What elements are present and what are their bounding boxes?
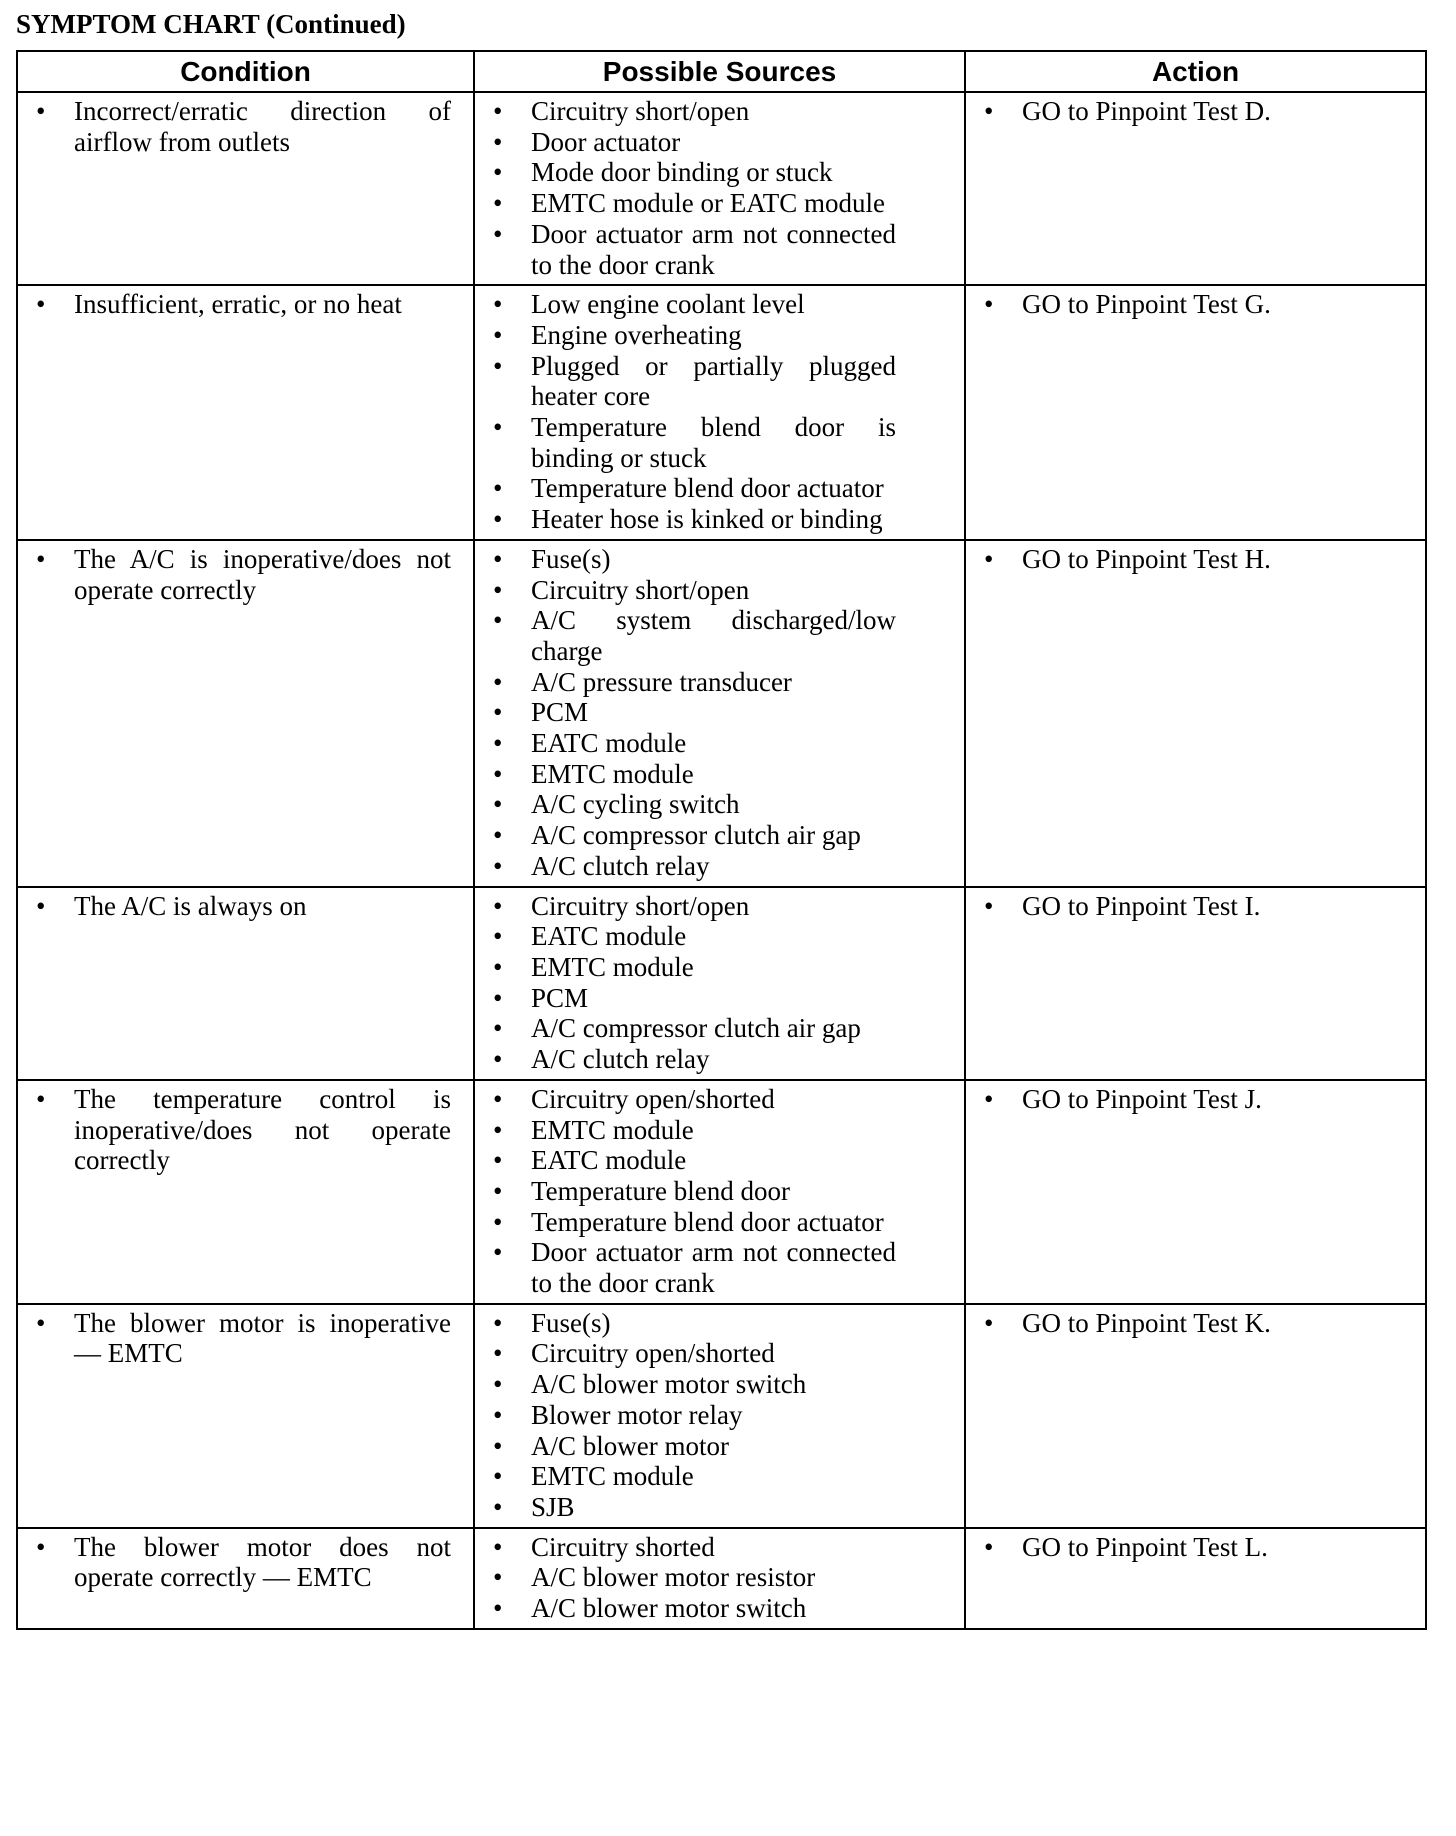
symptom-chart-table — [16, 50, 1427, 1630]
list-item — [483, 667, 956, 698]
list-item — [483, 789, 956, 820]
bullet-list — [974, 289, 1417, 320]
list-item — [483, 851, 956, 882]
list-item-text: The blower motor is inoperative — EMTC — [74, 1307, 451, 1369]
table-row — [17, 285, 1426, 540]
list-item-text: The temperature control is inoperative/does not operate correctly — [74, 1083, 451, 1176]
bullet-icon: • — [36, 890, 46, 921]
bullet-icon: • — [984, 1531, 994, 1562]
list-item — [483, 891, 956, 922]
list-item — [483, 697, 956, 728]
bullet-icon: • — [493, 605, 503, 636]
bullet-icon: • — [493, 188, 503, 219]
bullet-icon: • — [493, 850, 503, 881]
list-item-text: Temperature blend door — [531, 1175, 791, 1206]
bullet-list — [483, 289, 956, 535]
bullet-icon: • — [493, 350, 503, 381]
table-row — [17, 540, 1426, 887]
possible-sources-cell — [474, 92, 965, 285]
list-item — [974, 289, 1417, 320]
bullet-list — [26, 96, 465, 157]
bullet-icon: • — [36, 543, 46, 574]
list-item — [483, 1145, 956, 1176]
list-item — [483, 544, 956, 575]
table-row — [17, 92, 1426, 285]
table-row — [17, 1304, 1426, 1528]
list-item — [483, 96, 956, 127]
list-item — [483, 1532, 956, 1563]
list-item — [483, 1013, 956, 1044]
list-item — [974, 96, 1417, 127]
list-item-text: Temperature blend door actuator — [531, 1206, 884, 1237]
list-item-text: Plugged or partially plugged heater core — [531, 350, 896, 412]
bullet-icon: • — [493, 1461, 503, 1492]
list-item-text: Circuitry shorted — [531, 1531, 715, 1562]
list-item-text: A/C compressor clutch air gap — [531, 1013, 861, 1044]
list-item-text: GO to Pinpoint Test G. — [1022, 289, 1271, 320]
list-item-text: EATC module — [531, 921, 687, 952]
list-item — [483, 412, 956, 473]
bullet-icon: • — [493, 543, 503, 574]
bullet-icon: • — [493, 412, 503, 443]
list-item-text: Fuse(s) — [531, 1307, 611, 1338]
list-item-text: A/C pressure transducer — [531, 666, 792, 697]
action-cell — [965, 887, 1426, 1080]
bullet-icon: • — [493, 1593, 503, 1624]
list-item-text: Engine overheating — [531, 319, 742, 350]
list-item — [483, 1207, 956, 1238]
list-item — [483, 1492, 956, 1523]
list-item — [974, 1308, 1417, 1339]
possible-sources-cell — [474, 285, 965, 540]
bullet-icon: • — [493, 1206, 503, 1237]
condition-cell — [17, 1080, 474, 1304]
header-row — [17, 51, 1426, 92]
list-item — [974, 1084, 1417, 1115]
list-item-text: Circuitry open/shorted — [531, 1083, 775, 1114]
bullet-list — [26, 1532, 465, 1593]
header-condition: Condition — [17, 51, 474, 92]
bullet-icon: • — [493, 1491, 503, 1522]
bullet-icon: • — [984, 289, 994, 320]
condition-cell — [17, 1304, 474, 1528]
list-item — [483, 605, 956, 666]
list-item-text: EATC module — [531, 728, 687, 759]
page-title: SYMPTOM CHART (Continued) — [16, 9, 406, 39]
bullet-icon: • — [493, 289, 503, 320]
condition-cell — [17, 285, 474, 540]
list-item-text: The A/C is inoperative/does not operate correctly — [74, 543, 451, 605]
bullet-icon: • — [493, 473, 503, 504]
bullet-icon: • — [493, 1237, 503, 1268]
bullet-icon: • — [36, 1531, 46, 1562]
list-item-text: GO to Pinpoint Test J. — [1022, 1083, 1262, 1114]
list-item-text: Door actuator — [531, 126, 681, 157]
list-item-text: GO to Pinpoint Test D. — [1022, 96, 1271, 126]
bullet-icon: • — [493, 890, 503, 921]
bullet-list — [26, 891, 465, 922]
possible-sources-cell — [474, 1304, 965, 1528]
list-item-text: EATC module — [531, 1145, 687, 1176]
list-item — [483, 289, 956, 320]
list-item — [483, 1115, 956, 1146]
bullet-icon: • — [984, 543, 994, 574]
bullet-list — [483, 96, 956, 280]
list-item-text: Temperature blend door is binding or stuck — [531, 412, 896, 473]
list-item-text: Door actuator arm not connected to the door crank — [531, 218, 896, 280]
action-cell — [965, 285, 1426, 540]
bullet-icon: • — [493, 1369, 503, 1400]
list-item-text: Blower motor relay — [531, 1399, 743, 1430]
list-item-text: EMTC module — [531, 758, 694, 789]
bullet-icon: • — [493, 96, 503, 126]
list-item-text: EMTC module — [531, 1114, 694, 1145]
list-item-text: A/C system discharged/low charge — [531, 605, 896, 666]
list-item — [483, 759, 956, 790]
list-item — [483, 188, 956, 219]
list-item-text: A/C clutch relay — [531, 850, 710, 881]
list-item — [483, 983, 956, 1014]
bullet-icon: • — [493, 1531, 503, 1562]
bullet-list — [974, 1532, 1417, 1563]
list-item — [483, 1084, 956, 1115]
list-item-text: SJB — [531, 1491, 575, 1522]
bullet-icon: • — [493, 1013, 503, 1044]
header-possible-sources: Possible Sources — [474, 51, 965, 92]
bullet-icon: • — [36, 96, 46, 126]
list-item — [483, 320, 956, 351]
list-item — [483, 952, 956, 983]
list-item — [483, 1369, 956, 1400]
list-item — [483, 1400, 956, 1431]
list-item — [483, 473, 956, 504]
list-item-text: Heater hose is kinked or binding — [531, 504, 883, 535]
list-item — [483, 728, 956, 759]
list-item-text: A/C compressor clutch air gap — [531, 820, 861, 851]
list-item — [26, 544, 465, 605]
bullet-icon: • — [493, 921, 503, 952]
list-item-text: Circuitry short/open — [531, 890, 750, 921]
list-item — [26, 891, 465, 922]
list-item-text: A/C clutch relay — [531, 1044, 710, 1075]
bullet-list — [26, 544, 465, 605]
bullet-list — [26, 1084, 465, 1176]
bullet-list — [974, 96, 1417, 127]
list-item-text: A/C cycling switch — [531, 789, 740, 820]
list-item — [974, 1532, 1417, 1563]
condition-cell — [17, 92, 474, 285]
possible-sources-cell — [474, 540, 965, 887]
bullet-icon: • — [493, 758, 503, 789]
bullet-list — [483, 544, 956, 882]
list-item-text: A/C blower motor switch — [531, 1369, 807, 1400]
bullet-list — [974, 891, 1417, 922]
bullet-list — [974, 544, 1417, 575]
bullet-icon: • — [493, 504, 503, 535]
list-item-text: Mode door binding or stuck — [531, 157, 833, 188]
list-item — [26, 1308, 465, 1369]
possible-sources-cell — [474, 887, 965, 1080]
list-item-text: EMTC module — [531, 1461, 694, 1492]
bullet-icon: • — [493, 820, 503, 851]
list-item — [483, 1237, 956, 1298]
bullet-icon: • — [36, 1083, 46, 1114]
list-item — [483, 351, 956, 412]
list-item-text: Temperature blend door actuator — [531, 473, 884, 504]
bullet-icon: • — [493, 1114, 503, 1145]
list-item — [483, 575, 956, 606]
action-cell — [965, 1304, 1426, 1528]
list-item — [483, 1044, 956, 1075]
possible-sources-cell — [474, 1080, 965, 1304]
bullet-list — [483, 1308, 956, 1523]
bullet-list — [483, 1084, 956, 1299]
list-item-text: GO to Pinpoint Test I. — [1022, 890, 1261, 921]
bullet-icon: • — [493, 951, 503, 982]
bullet-list — [26, 1308, 465, 1369]
bullet-icon: • — [493, 218, 503, 249]
bullet-icon: • — [493, 574, 503, 605]
list-item-text: The blower motor does not operate correctly — EMTC — [74, 1531, 451, 1593]
list-item-text: Fuse(s) — [531, 543, 611, 574]
condition-cell — [17, 887, 474, 1080]
bullet-icon: • — [493, 1338, 503, 1369]
bullet-list — [483, 1532, 956, 1624]
table-body — [17, 92, 1426, 1629]
action-cell — [965, 1528, 1426, 1629]
action-cell — [965, 92, 1426, 285]
bullet-icon: • — [493, 1307, 503, 1338]
list-item-text: Door actuator arm not connected to the door crank — [531, 1237, 896, 1299]
list-item-text: Insufficient, erratic, or no heat — [74, 289, 402, 320]
list-item — [483, 1308, 956, 1339]
list-item-text: Circuitry short/open — [531, 96, 750, 126]
list-item — [483, 1593, 956, 1624]
list-item-text: Circuitry open/shorted — [531, 1338, 775, 1369]
list-item-text: Circuitry short/open — [531, 574, 750, 605]
action-cell — [965, 540, 1426, 887]
bullet-icon: • — [493, 1083, 503, 1114]
list-item-text: EMTC module or EATC module — [531, 188, 885, 219]
list-item — [483, 1461, 956, 1492]
bullet-icon: • — [36, 289, 46, 320]
list-item-text: A/C blower motor switch — [531, 1593, 807, 1624]
bullet-list — [483, 891, 956, 1075]
bullet-icon: • — [493, 126, 503, 157]
bullet-list — [974, 1308, 1417, 1339]
list-item — [483, 127, 956, 158]
list-item-text: GO to Pinpoint Test L. — [1022, 1531, 1268, 1562]
bullet-icon: • — [493, 666, 503, 697]
list-item — [483, 1431, 956, 1462]
bullet-icon: • — [493, 697, 503, 728]
bullet-icon: • — [493, 157, 503, 188]
bullet-icon: • — [493, 1044, 503, 1075]
list-item-text: PCM — [531, 697, 589, 728]
header-action: Action — [965, 51, 1426, 92]
list-item — [483, 820, 956, 851]
list-item — [483, 1176, 956, 1207]
list-item-text: A/C blower motor — [531, 1430, 729, 1461]
condition-cell — [17, 540, 474, 887]
bullet-icon: • — [493, 1430, 503, 1461]
possible-sources-cell — [474, 1528, 965, 1629]
list-item — [483, 504, 956, 535]
list-item-text: A/C blower motor resistor — [531, 1562, 816, 1593]
bullet-icon: • — [984, 96, 994, 126]
list-item — [483, 1562, 956, 1593]
list-item-text: PCM — [531, 982, 589, 1013]
bullet-icon: • — [36, 1307, 46, 1338]
bullet-icon: • — [493, 1562, 503, 1593]
bullet-icon: • — [493, 728, 503, 759]
list-item — [974, 891, 1417, 922]
table-row — [17, 1528, 1426, 1629]
list-item — [26, 1532, 465, 1593]
bullet-icon: • — [493, 319, 503, 350]
bullet-icon: • — [493, 1145, 503, 1176]
list-item-text: Low engine coolant level — [531, 289, 805, 320]
table-row — [17, 887, 1426, 1080]
list-item — [483, 1338, 956, 1369]
list-item — [483, 157, 956, 188]
table-row — [17, 1080, 1426, 1304]
list-item-text: GO to Pinpoint Test H. — [1022, 543, 1271, 574]
bullet-icon: • — [493, 982, 503, 1013]
list-item — [26, 1084, 465, 1176]
list-item — [483, 219, 956, 280]
list-item — [974, 544, 1417, 575]
action-cell — [965, 1080, 1426, 1304]
bullet-icon: • — [493, 1175, 503, 1206]
bullet-list — [26, 289, 465, 320]
bullet-icon: • — [984, 890, 994, 921]
list-item-text: GO to Pinpoint Test K. — [1022, 1307, 1271, 1338]
list-item — [483, 921, 956, 952]
list-item-text: EMTC module — [531, 951, 694, 982]
list-item — [26, 96, 465, 157]
list-item-text: The A/C is always on — [74, 890, 307, 921]
list-item — [26, 289, 465, 320]
condition-cell — [17, 1528, 474, 1629]
list-item-text: Incorrect/erratic direction of airflow from outlets — [74, 96, 451, 157]
bullet-icon: • — [984, 1083, 994, 1114]
bullet-icon: • — [493, 789, 503, 820]
bullet-icon: • — [493, 1399, 503, 1430]
bullet-list — [974, 1084, 1417, 1115]
bullet-icon: • — [984, 1307, 994, 1338]
